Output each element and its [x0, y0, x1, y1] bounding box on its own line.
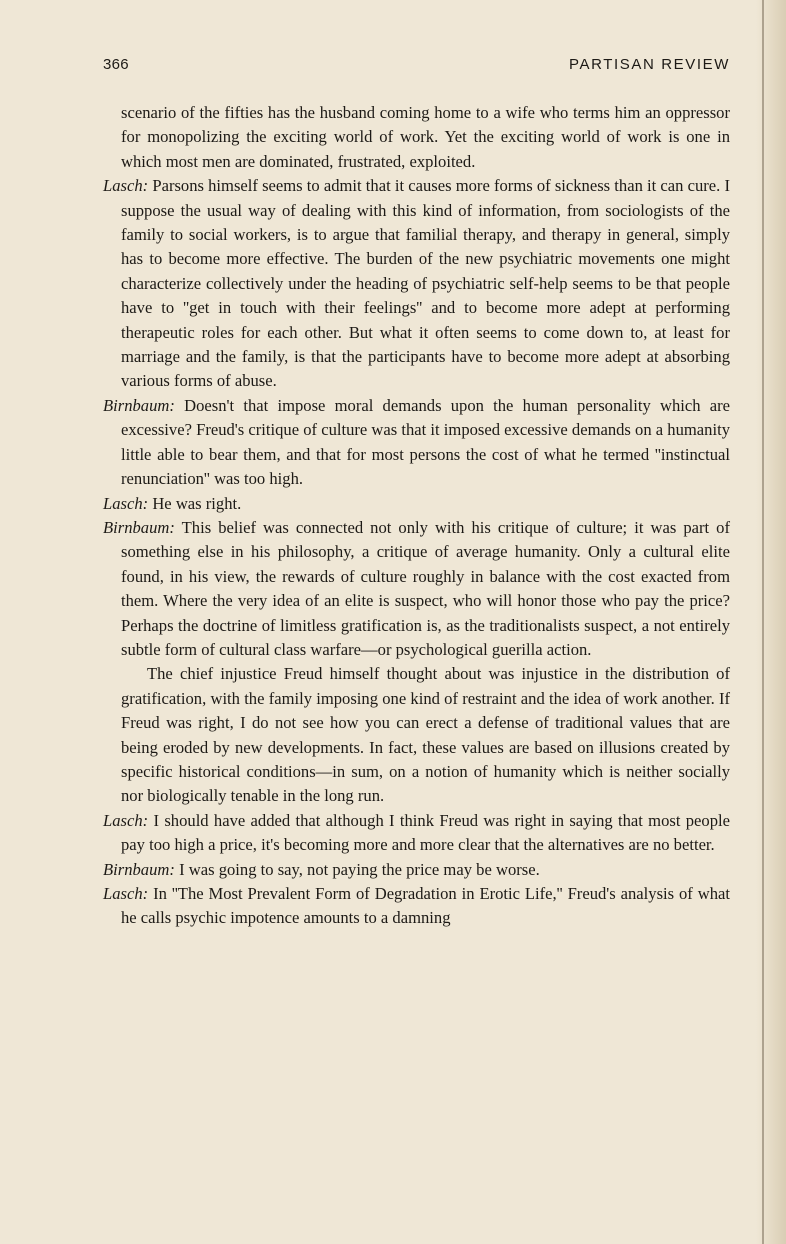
speaker-label: Lasch:: [103, 493, 149, 513]
page-number: 366: [103, 56, 129, 73]
speaker-label: Birnbaum:: [103, 517, 175, 537]
dialogue-paragraph: [103, 492, 730, 516]
dialogue-paragraph: [103, 882, 730, 931]
paragraph-text: This belief was connected not only with his critique of culture; it was part of something else in his philosophy, a critique of average humanity. Only a cultural elite found, in his view, the rewards of culture roughly in balance with the cost exacted from them. Where the very idea of an elite is suspect, who will honor those who pay the price? Perhaps the doctrine of limitless gratification is, as the traditionalists suspect, a not entirely subtle form of cultural class warfare—or psychological guerilla action.: [121, 517, 730, 659]
paragraph-text: The chief injustice Freud himself thought about was injustice in the distribution of gratification, with the family imposing one kind of restraint and the idea of work another. If Freud was right, I do not see how you can erect a defense of traditional values that are being eroded by new developments. In fact, these values are based on illusions created by specific historical conditions—in sum, on a notion of humanity which is neither socially nor biologically tenable in the long run.: [121, 664, 730, 806]
indented-paragraph: [103, 662, 730, 808]
paragraph-text: Doesn't that impose moral demands upon the human personality which are excessive? Freud's critique of culture was that it imposed excessive demands on a humanity little able to bear them, and that for most persons the cost of what he termed ''instinctual renunciation'' was too high.: [121, 395, 731, 489]
speaker-label: Lasch:: [103, 810, 149, 830]
speaker-label: Birnbaum:: [103, 395, 175, 415]
paragraph-text: I should have added that although I think Freud was right in saying that most people pay too high a price, it's becoming more and more clear that the alternatives are no better.: [121, 810, 730, 855]
page-header: [103, 56, 730, 78]
paragraph-text: Parsons himself seems to admit that it causes more forms of sickness than it can cure. I suppose the usual way of dealing with this kind of information, from sociologists of the family to social workers, is to argue that familial therapy, and therapy in general, simply has to become more effective. The burden of the new psychiatric movements one might characterize collectively under the heading of psychiatric self-help seems to be that people have to ''get in touch with their feelings'' and to become more adept at performing therapeutic roles for each other. But what it often seems to come down to, at least for marriage and the family, is that the participants have to become more adept at absorbing various forms of abuse.: [121, 176, 730, 391]
paragraph-text: I was going to say, not paying the price may be worse.: [179, 859, 540, 879]
speaker-label: Birnbaum:: [103, 859, 175, 879]
speaker-label: Lasch:: [103, 884, 149, 903]
paragraph-text: scenario of the fifties has the husband coming home to a wife who terms him an oppressor for monopolizing the exciting world of work. Yet the exciting world of work is one in which most men are dominated, frustrated, exploited.: [121, 103, 730, 171]
dialogue-paragraph: [103, 174, 730, 394]
continued-paragraph: [103, 101, 730, 174]
dialogue-paragraph: [103, 858, 730, 882]
dialogue-paragraph: [103, 516, 730, 662]
dialogue-paragraph: [103, 809, 730, 858]
paragraph-text: He was right.: [152, 493, 242, 513]
running-head: PARTISAN REVIEW: [569, 56, 730, 73]
dialogue-paragraph: [103, 394, 730, 492]
body-text: [103, 101, 730, 931]
paragraph-text: In ''The Most Prevalent Form of Degradation in Erotic Life,'' Freud's analysis of what he calls psychic impotence amounts to a damning: [121, 884, 730, 928]
speaker-label: Lasch:: [103, 176, 149, 196]
